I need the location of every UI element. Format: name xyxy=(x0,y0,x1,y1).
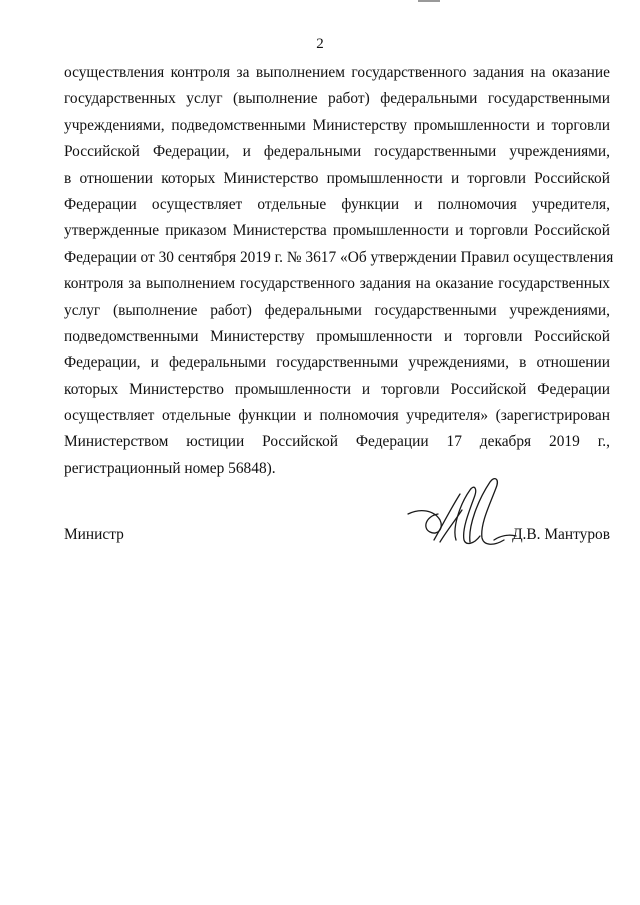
body-line: осуществления контроля за выполнением государственного задания на оказание xyxy=(64,64,610,81)
body-line: услуг (выполнение работ) федеральными государственными учреждениями, xyxy=(64,301,610,319)
scan-mark xyxy=(418,0,440,2)
body-line: которых Министерство промышленности и торговли Российской Федерации xyxy=(64,380,610,398)
body-line: Министерством юстиции Российской Федерации 17 декабря 2019 г., xyxy=(64,433,610,451)
body-line: осуществляет отдельные функции и полномочия учредителя» (зарегистрирован xyxy=(64,407,610,425)
body-line: контроля за выполнением государственного задания на оказание государственных xyxy=(64,275,610,293)
body-line: государственных услуг (выполнение работ) федеральными государственными xyxy=(64,90,610,108)
body-line: Федерации осуществляет отдельные функции и полномочия учредителя, xyxy=(64,195,610,213)
signatory-name: Д.В. Мантуров xyxy=(512,526,610,543)
body-line: утвержденные приказом Министерства промышленности и торговли Российской xyxy=(64,222,610,240)
body-line: Российской Федерации, и федеральными государственными учреждениями, xyxy=(64,143,610,161)
body-line: в отношении которых Министерство промышленности и торговли Российской xyxy=(64,169,610,187)
body-line: учреждениями, подведомственными Министерству промышленности и торговли xyxy=(64,116,610,134)
body-line: Федерации от 30 сентября 2019 г. № 3617 «Об утверждении Правил осуществления xyxy=(64,248,614,266)
document-body xyxy=(64,60,614,482)
body-line: подведомственными Министерству промышленности и торговли Российской xyxy=(64,327,610,345)
page-number: 2 xyxy=(316,36,324,52)
body-line: регистрационный номер 56848). xyxy=(64,459,276,477)
signatory-position: Министр xyxy=(64,526,124,543)
signature-block xyxy=(64,526,610,550)
body-line: Федерации, и федеральными государственными учреждениями, в отношении xyxy=(64,354,610,372)
